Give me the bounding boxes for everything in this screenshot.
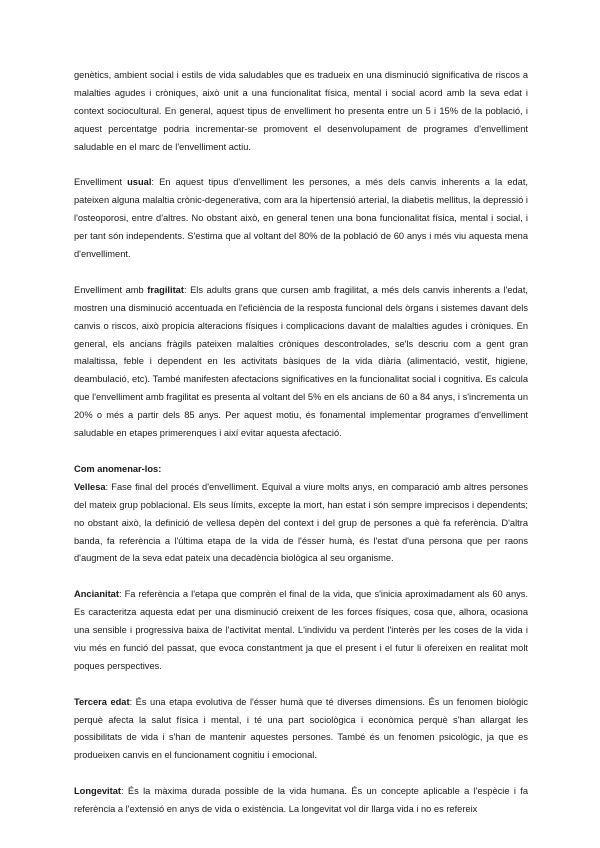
term-usual: usual: [127, 177, 152, 188]
term-ancianitat: Ancianitat: [74, 589, 119, 600]
section-heading: Com anomenar-los:: [74, 463, 162, 474]
term-tercera-edat: Tercera edat: [74, 696, 130, 707]
definition-vellesa: Vellesa: Fase final del procés d'envelliment. Equival a viure molts anys, en comparació amb altres persones del mateix grup poblacional. Els seus límits, excepte la mort, han estat i són sempre imprecisos i dependents; no obstant això, la definició de vellesa depèn del context i del grup de persones a què fa referència. D'altra banda, fa referència a l'última etapa de la vida de l'ésser humà, és l'estat d'una persona que per raons d'augment de la seva edat pateix una decadència biològica al seu organisme.: [74, 481, 528, 564]
definition-tercera-edat: Tercera edat: És una etapa evolutiva de l'ésser humà que té diverses dimensions. És un fenomen biològic perquè afecta la salut física i mental, i té una part sociològica i econòmica perquè s'han allargat les possibilitats de vida i s'han de mantenir aquestes persones. També és un fenomen psicològic, ja que es produeixen canvis en el funcionament cognitiu i emocional.: [74, 696, 528, 761]
paragraph-lead: Envelliment amb: [74, 284, 148, 295]
term-vellesa: Vellesa: [74, 481, 106, 492]
definition-longevitat: Longevitat: És la màxima durada possible de la vida humana. És un concepte aplicable a l'espècie i fa referència a l'extensió en anys de vida o existència. La longevitat vol dir llarga vida i no es refereix: [74, 786, 528, 815]
paragraph-usual-aging: Envelliment usual: En aquest tipus d'envelliment les persones, a més dels canvis inherents a la edat, pateixen alguna malaltia crònic-degenerativa, com ara la hipertensió arterial, la diabetis mellitus, la depressió i l'osteoporosi, entre d'altres. No obstant això, en general tenen una bona funcionalitat física, mental i social, i per tant són independents. S'estima que al voltant del 80% de la població de 60 anys i més viu aquesta mena d'envelliment.: [74, 177, 528, 260]
paragraph-healthy-aging: genètics, ambient social i estils de vida saludables que es tradueix en una disminució significativa de riscos a malalties agudes i cròniques, això unit a una funcionalitat física, mental i social acord amb la seva edat i context sociocultural. En general, aquest tipus de envelliment ho presenta entre un 5 i 15% de la població, i aquest percentatge podria incrementar-se promovent el desenvolupament de programes d'envelliment saludable en el marc de l'envelliment actiu.: [74, 70, 528, 152]
paragraph-frailty-aging: Envelliment amb fragilitat: Els adults grans que cursen amb fragilitat, a més dels canvis inherents a l'edat, mostren una disminució accentuada en l'eficiència de la resposta funcional dels òrgans i sistemes davant dels canvis o riscos, això propicia alteracions físiques i complicacions davant de malalties agudes i cròniques. En general, els ancians fràgils pateixen malalties cròniques descontrolades, se'ls descriu com a gent gran malaltissa, feble i dependent en les activitats bàsiques de la vida diària (alimentació, vestit, higiene, deambulació, etc). També manifesten afectacions significatives en la funcionalitat social i cognitiva. Es calcula que l'envelliment amb fragilitat es presenta al voltant del 5% en els ancians de 60 a 84 anys, i s'incrementa un 20% o més a partir dels 85 anys. Per aquest motiu, és fonamental implementar programes d'envelliment saludable en etapes primerenques i així evitar aquesta afectació.: [74, 284, 529, 439]
term-fragilitat: fragilitat: [147, 284, 184, 295]
paragraph-lead: Envelliment: [74, 177, 128, 188]
definition-ancianitat: Ancianitat: Fa referència a l'etapa que comprèn el final de la vida, que s'inicia aproximadament als 60 anys. Es caracteritza aquesta edat per una disminució creixent de les forces físiques, cosa que, alhora, ocasiona una sensible i progressiva baixa de l'activitat mental. L'individu va perdent l'interès per les coses de la vida i viu més en funció del passat, que evoca constantment ja que el present i el futur li ofereixen en realitat molt poques perspectives.: [74, 589, 528, 671]
term-longevitat: Longevitat: [74, 786, 122, 797]
page-body: [74, 67, 528, 819]
